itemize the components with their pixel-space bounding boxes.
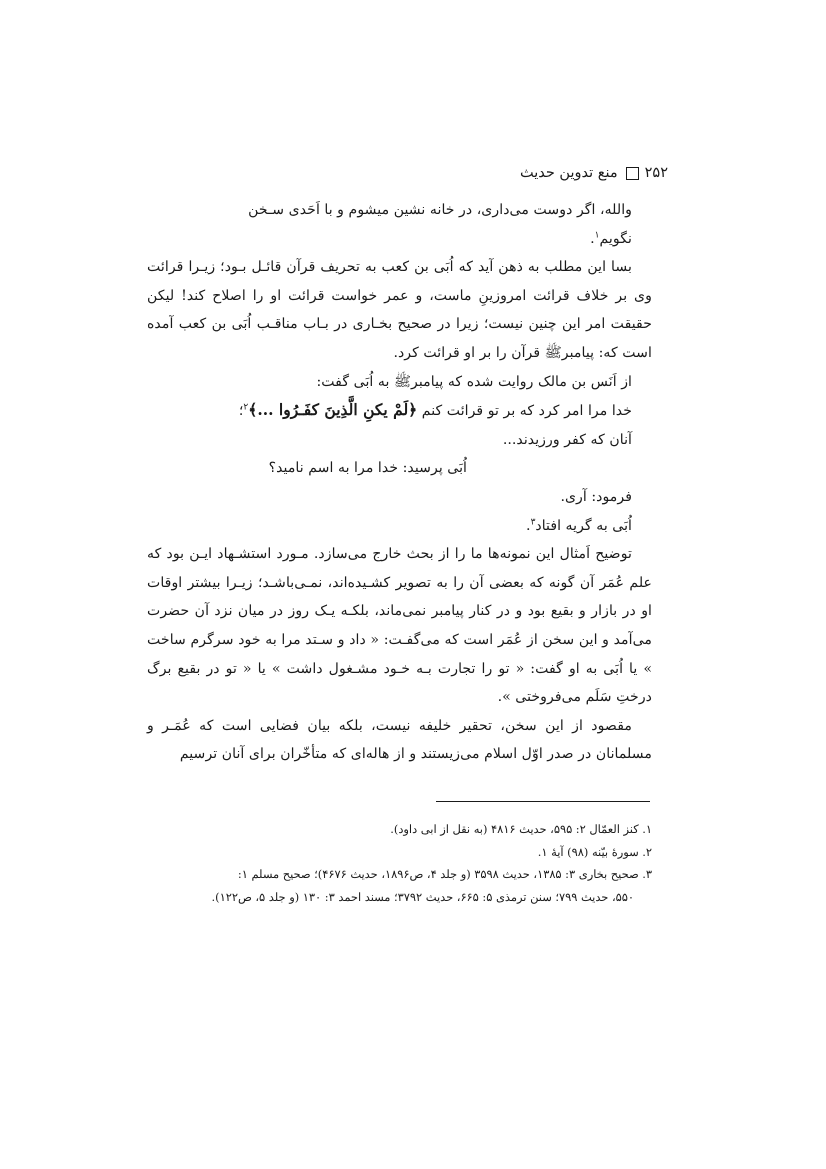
book-title: منع تدوین حدیث xyxy=(519,165,618,181)
quote-1-prefix: خدا مرا امر کرد که بر تو قرائت کنم xyxy=(417,403,632,420)
paragraph-3: از اَنَس بن مالک روایت شده که پیامبرﷺ به اُبَی گفت: xyxy=(316,373,632,390)
quote-5-text: اُبَی به گریه افتاد xyxy=(535,517,632,534)
quote-line-2: آنان که کفر ورزیدند... xyxy=(502,431,632,448)
footnote-ref-3[interactable]: ۳ xyxy=(530,516,536,527)
quote-line-5: اُبَی به گریه افتاد$^۳$. xyxy=(526,516,632,534)
paragraph-1-line-1: والله، اگر دوست می‌داری، در خانه نشین میشوم و با اَحَدی سـخن xyxy=(248,202,632,218)
paragraph-4: توضیح اَمثال این نمونه‌ها ما را از بحث خارج می‌سازد. مـورد استشـهاد ایـن بود که علم عُمَر آن گونه که بعضی آن را به تصویر کشـیده‌اند، نمـی‌باشـد؛ زیـرا بیشتر اوقات او در بازار و بقیع بود و در کنار پیامبر نمی‌ماند، بلکـه یـک روز در میان نزد آن حضرت می‌آمد و این سخن از عُمَر است که می‌گفـت: « داد و سـتد مرا به خود سرگرم ساخت » یا اُبَی به او گفت: « تو را تجارت بـه خـود مشـغول داشت » یا « تو در بقیع برگ درختِ سَلَم می‌فروختی ». xyxy=(147,546,652,706)
running-header xyxy=(148,160,668,186)
quote-1-suffix: ؛ xyxy=(238,403,244,420)
main-text xyxy=(147,196,652,769)
quran-verse: ﴿لَمْ يكنِ الَّذِينَ كفَـرُوا ...﴾ xyxy=(248,400,418,420)
quote-line-4: فرمود: آری. xyxy=(560,488,632,505)
footnote-ref-1[interactable]: ۱ xyxy=(594,229,600,240)
footnote-3-line-1: ۳. صحیح بخاری ۳: ۱۳۸۵، حدیث ۳۵۹۸ (و جلد ۴، ص۱۸۹۶، حدیث ۴۶۷۶)؛ صحیح مسلم ۱: xyxy=(237,867,652,881)
footnote-2: ۲. سورهٔ بیّنه (۹۸) آیهٔ ۱. xyxy=(537,844,652,859)
footnote-ref-2[interactable]: ۲ xyxy=(243,402,249,413)
footnotes xyxy=(132,818,652,908)
quote-line-3: اُبَی پرسید: خدا مرا به اسم نامید؟ xyxy=(268,460,467,477)
paragraph-1-line-2: نگویم$^۱$. xyxy=(590,229,632,247)
quote-line-1 xyxy=(147,396,652,426)
page-number: ۲۵۲ xyxy=(644,165,668,181)
paragraph-5: مقصود از این سخن، تحقیر خلیفه نیست، بلکه بیان فضایی است که عُمَـر و مسلمانان در صدر اوّل اسلام می‌زیستند و از هاله‌ای که متأخّران برای آنان ترسیم xyxy=(147,717,652,763)
paragraph-2: بسا این مطلب به ذهن آید که اُبَی بن کعب به تحریف قرآن قائـل بـود؛ زیـرا قرائت وی بر خلاف قرائت امروزینِ ماست، و عمر خواست قرائت او را اصلاح کند! لیکن حقیقت امر این چنین نیست؛ زیرا در صحیح بخـاری در بـاب مناقـب اُبَی بن کعب آمده است که: پیامبرﷺ قرآن را بر او قرائت کرد. xyxy=(147,259,652,361)
header-box-icon xyxy=(626,167,639,180)
footnote-1: ۱. کنز العمّال ۲: ۵۹۵، حدیث ۴۸۱۶ (به نقل از ابی داود). xyxy=(390,822,652,836)
paragraph-1-end: نگویم xyxy=(599,230,632,247)
footnote-3-line-2: ۵۵۰، حدیث ۷۹۹؛ سنن ترمذی ۵: ۶۶۵، حدیث ۳۷۹۲؛ مسند احمد ۳: ۱۳۰ (و جلد ۵، ص۱۲۲). xyxy=(211,889,634,904)
footnote-divider xyxy=(436,801,650,802)
